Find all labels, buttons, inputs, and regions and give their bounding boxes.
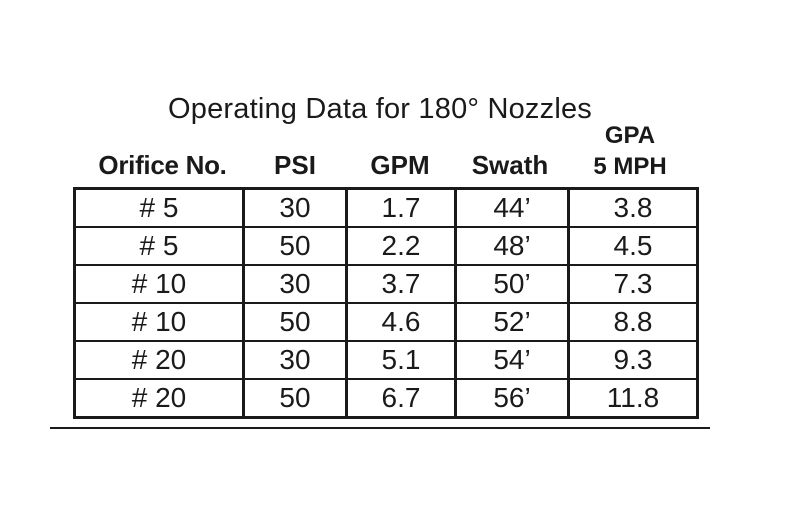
header-gpa	[565, 120, 695, 182]
cell-orifice: # 20	[75, 379, 244, 418]
cell-gpa: 9.3	[569, 341, 698, 379]
cell-gpa: 7.3	[569, 265, 698, 303]
cell-psi: 50	[244, 303, 347, 341]
cell-psi: 30	[244, 265, 347, 303]
cell-swath: 54’	[456, 341, 569, 379]
header-psi: PSI	[274, 150, 316, 180]
cell-gpa: 8.8	[569, 303, 698, 341]
cell-swath: 56’	[456, 379, 569, 418]
cell-gpm: 5.1	[347, 341, 456, 379]
header-swath: Swath	[471, 150, 549, 180]
bottom-rule	[50, 427, 710, 429]
table-row	[75, 341, 698, 379]
cell-gpa: 4.5	[569, 227, 698, 265]
cell-psi: 50	[244, 227, 347, 265]
cell-psi: 30	[244, 189, 347, 228]
cell-orifice: # 5	[75, 189, 244, 228]
cell-gpa: 11.8	[569, 379, 698, 418]
table-row	[75, 189, 698, 228]
table-row	[75, 265, 698, 303]
table-row	[75, 227, 698, 265]
cell-gpm: 3.7	[347, 265, 456, 303]
table-row	[75, 303, 698, 341]
header-gpm: GPM	[370, 150, 430, 180]
cell-swath: 48’	[456, 227, 569, 265]
cell-psi: 30	[244, 341, 347, 379]
header-orifice: Orifice No.	[98, 150, 227, 180]
cell-swath: 50’	[456, 265, 569, 303]
nozzle-data-table	[73, 187, 699, 419]
cell-orifice: # 10	[75, 303, 244, 341]
table-row	[75, 379, 698, 418]
cell-swath: 44’	[456, 189, 569, 228]
cell-gpm: 2.2	[347, 227, 456, 265]
header-gpa-line1: GPA	[604, 122, 656, 149]
cell-gpm: 1.7	[347, 189, 456, 228]
cell-psi: 50	[244, 379, 347, 418]
cell-orifice: # 5	[75, 227, 244, 265]
cell-orifice: # 10	[75, 265, 244, 303]
cell-swath: 52’	[456, 303, 569, 341]
cell-gpa: 3.8	[569, 189, 698, 228]
cell-gpm: 6.7	[347, 379, 456, 418]
table-title: Operating Data for 180° Nozzles	[167, 93, 592, 125]
cell-gpm: 4.6	[347, 303, 456, 341]
cell-orifice: # 20	[75, 341, 244, 379]
header-gpa-line2: 5 MPH	[593, 153, 667, 180]
